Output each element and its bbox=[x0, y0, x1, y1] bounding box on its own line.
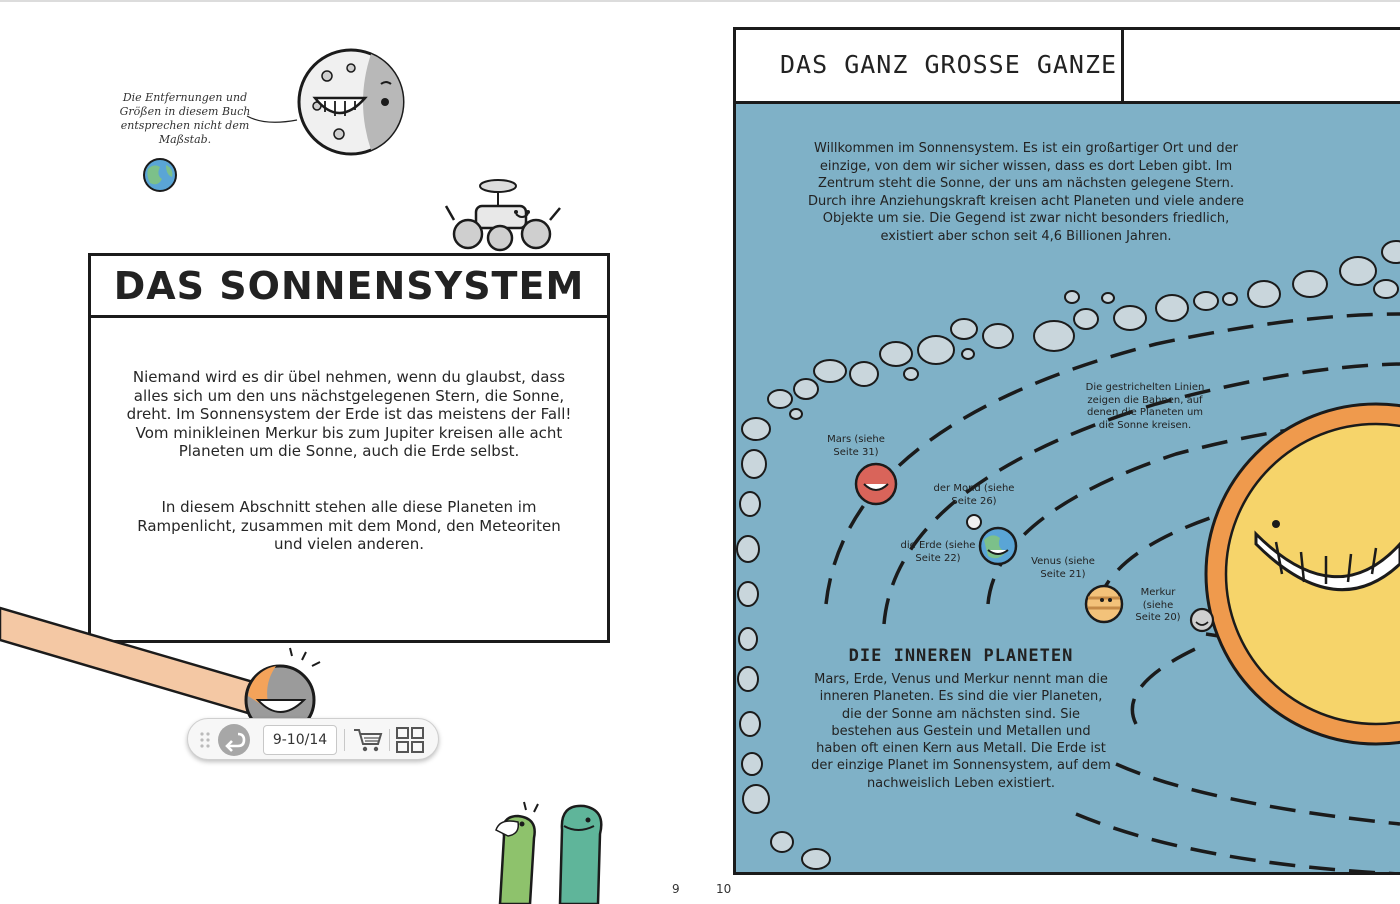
section-title: DAS GANZ GROSSE GANZE bbox=[780, 50, 1118, 79]
small-earth-icon bbox=[142, 157, 178, 193]
header-divider bbox=[1121, 30, 1124, 104]
toolbar-separator bbox=[344, 729, 345, 751]
earth-planet bbox=[980, 528, 1016, 564]
header-box bbox=[733, 27, 1400, 104]
viewer-toolbar bbox=[187, 718, 439, 760]
toolbar-separator bbox=[389, 729, 390, 751]
inner-planets-text: Mars, Erde, Venus und Merkur nennt man die inneren Planeten. Es sind die vier Planeten, die der Sonne am nächsten sind. Sie bestehen aus Gestein und Metallen und haben oft einen Kern aus Metall. Die Erde ist der einzige Planet im Sonnensystem, auf dem nachweislich Leben existiert. bbox=[811, 672, 1111, 791]
note-leader-line bbox=[245, 112, 301, 126]
earth-label: die Erde (siehe Seite 22) bbox=[900, 540, 976, 564]
solar-system-panel bbox=[733, 101, 1400, 875]
sun-character bbox=[1206, 404, 1400, 744]
intro-paragraph-2: In diesem Abschnitt stehen alle diese Planeten im Rampenlicht, zusammen mit dem Mond, den Meteoriten und vielen anderen. bbox=[137, 498, 561, 553]
moon-label: der Mond (siehe Seite 26) bbox=[933, 483, 1015, 507]
mercury-planet bbox=[1191, 609, 1213, 631]
page-number-left: 9 bbox=[672, 882, 680, 896]
inner-planets-title: DIE INNEREN PLANETEN bbox=[848, 646, 1074, 666]
title-bar bbox=[91, 256, 607, 318]
welcome-text: Willkommen im Sonnensystem. Es ist ein großartiger Ort und der einzige, von dem wir sicher wissen, dass es dort Leben gibt. Im Zentrum steht die Sonne, der uns am nächsten gelegene Stern. Durch ihre Anziehungskraft kreisen acht Planeten und viele andere Objekte um sie. Die Gegend ist zwar nicht besonders friedlich, existiert aber schon seit 4,6 Billionen Jahren. bbox=[807, 141, 1245, 244]
mars-label: Mars (siehe Seite 31) bbox=[827, 434, 885, 458]
moon-character-icon bbox=[295, 46, 407, 158]
intro-paragraph-1: Niemand wird es dir übel nehmen, wenn du glaubst, dass alles sich um den uns nächstgelegenen Stern, die Sonne, dreht. Im Sonnensystem der Erde ist das meistens der Fall! Vom minikleinen Merkur bis zum Jupiter kreisen alle acht Planeten um die Sonne, auch die Erde selbst. bbox=[126, 368, 572, 460]
rover-robot-icon bbox=[438, 176, 568, 256]
orbit-note: Die gestrichelten Linien zeigen die Bahnen, auf denen die Planeten um die Sonne kreisen. bbox=[1085, 382, 1205, 431]
venus-label: Venus (siehe Seite 21) bbox=[1031, 556, 1095, 580]
venus-planet bbox=[1086, 586, 1122, 622]
back-arrow-icon bbox=[218, 724, 250, 756]
dinosaur-characters-icon bbox=[460, 800, 620, 904]
drag-handle-icon[interactable] bbox=[200, 732, 210, 748]
mercury-label: Merkur (siehe Seite 20) bbox=[1135, 587, 1181, 623]
page-number-right: 10 bbox=[716, 882, 732, 896]
page-indicator[interactable]: 9-10/14 bbox=[263, 725, 337, 755]
cart-icon[interactable] bbox=[352, 727, 384, 753]
moon-planet bbox=[967, 515, 981, 529]
meteor-illustration bbox=[0, 600, 330, 730]
scale-note: Die Entfernungen und Größen in diesem Buch entsprechen nicht dem Maßstab. bbox=[119, 91, 251, 146]
page-title: DAS SONNENSYSTEM bbox=[113, 263, 585, 308]
back-button[interactable] bbox=[218, 724, 250, 756]
title-box bbox=[88, 253, 610, 643]
mars-planet bbox=[856, 464, 896, 504]
grid-view-icon[interactable] bbox=[395, 726, 425, 754]
